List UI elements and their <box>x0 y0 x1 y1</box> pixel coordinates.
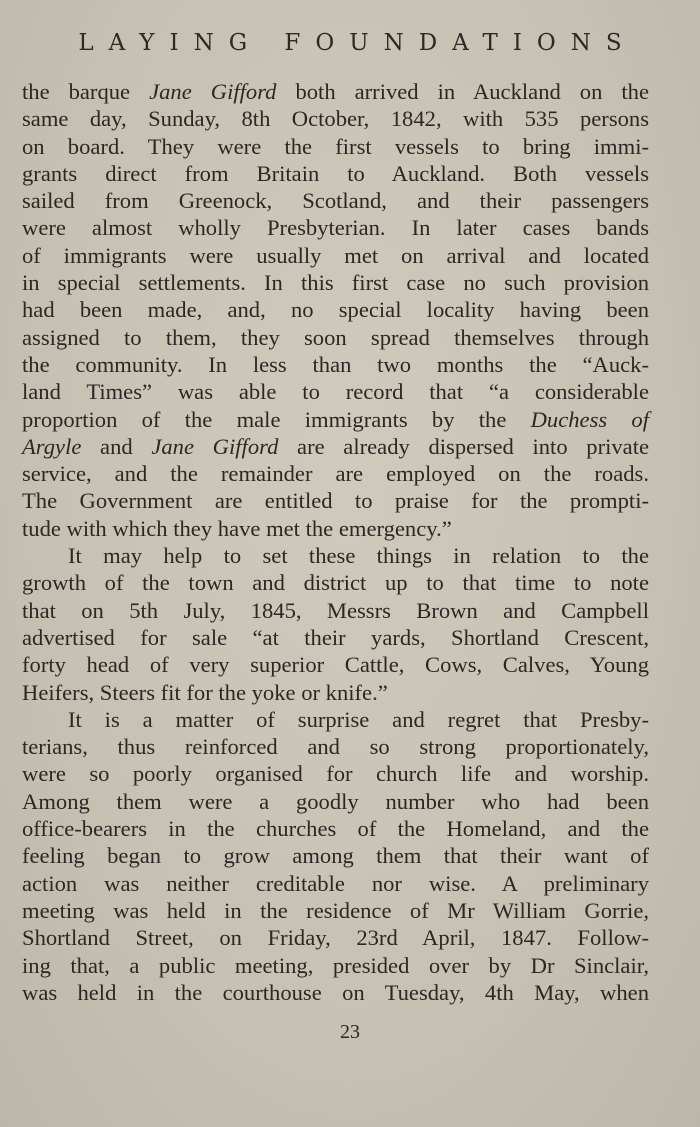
text-line: Argyle and Jane Gifford are already dispersed into private <box>22 433 650 459</box>
text-line: that on 5th July, 1845, Messrs Brown and Campbell <box>22 597 649 623</box>
text-line: Among them were a goodly number who had been <box>22 788 649 814</box>
ship-name: Jane Gifford <box>149 79 277 104</box>
text-line: same day, Sunday, 8th October, 1842, with 535 persons <box>22 106 649 132</box>
text-line: growth of the town and district up to that time to note <box>22 570 649 596</box>
text-line: ing that, a public meeting, presided over by Dr Sinclair, <box>22 952 649 978</box>
paragraph-start-line: It is a matter of surprise and regret that Presby- <box>68 706 649 732</box>
text-line: grants direct from Britain to Auckland. Both vessels <box>22 160 649 186</box>
text-line: were almost wholly Presbyterian. In later cases bands <box>22 215 649 241</box>
text-line: in special settlements. In this first case no such provision <box>22 270 649 296</box>
text-line: tude with which they have met the emergency.” <box>22 515 452 541</box>
text-line: feeling began to grow among them that their want of <box>22 843 649 869</box>
text-line: were so poorly organised for church life and worship. <box>22 761 649 787</box>
text-line: meeting was held in the residence of Mr William Gorrie, <box>22 897 649 923</box>
text-line: proportion of the male immigrants by the Duchess of <box>22 406 649 432</box>
text-line: land Times” was able to record that “a considerable <box>22 379 649 405</box>
text-line: of immigrants were usually met on arrival and located <box>22 242 649 268</box>
text-line: had been made, and, no special locality having been <box>22 297 649 323</box>
text-line: sailed from Greenock, Scotland, and their passengers <box>22 188 649 214</box>
text-line: forty head of very superior Cattle, Cows, Calves, Young <box>22 652 649 678</box>
running-head-text: LAYING FOUNDATIONS <box>78 30 637 56</box>
running-head <box>0 30 700 56</box>
text-line: Shortland Street, on Friday, 23rd April, 1847. Follow- <box>22 925 649 951</box>
text-line: office-bearers in the churches of the Homeland, and the <box>22 816 649 842</box>
ship-name: Duchess of <box>530 406 649 432</box>
text-line: service, and the remainder are employed on the roads. <box>22 461 649 487</box>
text-line: on board. They were the first vessels to bring immi- <box>22 133 649 159</box>
text-line: action was neither creditable nor wise. A preliminary <box>22 870 649 896</box>
text-line: terians, thus reinforced and so strong proportionately, <box>22 734 649 760</box>
text-line: advertised for sale “at their yards, Shortland Crescent, <box>22 624 649 650</box>
paragraph-start-line: It may help to set these things in relation to the <box>68 543 649 569</box>
text-line: assigned to them, they soon spread themselves through <box>22 324 649 350</box>
text-line: Heifers, Steers fit for the yoke or knife.” <box>22 679 388 705</box>
ship-name: Argyle <box>22 433 82 459</box>
text-line: The Government are entitled to praise for the prompti- <box>22 488 649 514</box>
page-number: 23 <box>340 1021 360 1043</box>
text-line: the community. In less than two months the “Auck- <box>22 351 649 377</box>
text-line: the barque Jane Gifford both arrived in Auckland on the <box>22 79 649 104</box>
text-line: was held in the courthouse on Tuesday, 4th May, when <box>22 979 649 1005</box>
ship-name: Jane Gifford <box>151 433 279 459</box>
body-text <box>22 78 649 1006</box>
